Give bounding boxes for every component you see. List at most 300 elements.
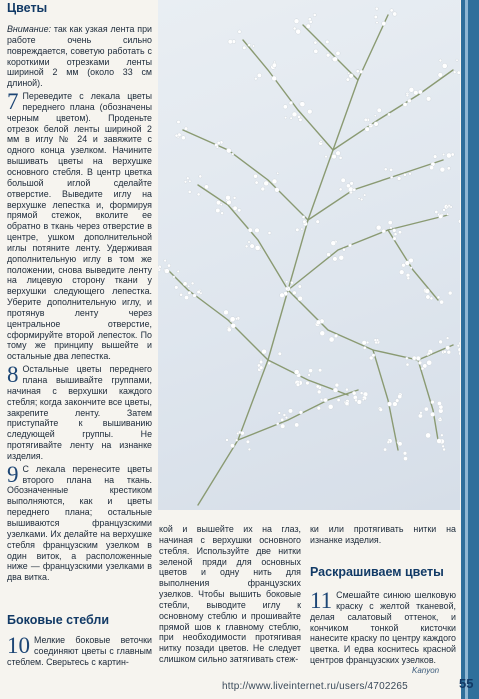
- blossom-dot: [418, 414, 422, 418]
- blossom-dot: [409, 172, 412, 175]
- blossom-dot: [369, 123, 372, 126]
- blossom-dot: [255, 245, 260, 250]
- blossom-dot: [390, 176, 393, 179]
- blossom-dot: [333, 257, 338, 262]
- blossom-dot: [376, 225, 381, 230]
- blossom-dot: [446, 346, 450, 350]
- blossom-dot: [397, 177, 401, 181]
- blossom-dot: [388, 113, 391, 116]
- blossom-dot: [285, 416, 288, 419]
- blossom-dot: [437, 401, 441, 405]
- blossom-dot: [439, 340, 443, 344]
- blossom-dot: [241, 431, 245, 435]
- blossom-dot: [345, 388, 348, 391]
- blossom-dot: [405, 357, 408, 360]
- page-number: 55: [459, 676, 474, 691]
- blossom-dot: [264, 181, 269, 186]
- blossom-dot: [382, 229, 386, 233]
- blossom-dot: [307, 109, 312, 114]
- blossom-dot: [409, 87, 414, 92]
- blossom-dot: [339, 255, 344, 260]
- blossom-dot: [197, 290, 201, 294]
- blossom-dot: [177, 270, 180, 273]
- blossom-dot: [458, 348, 460, 352]
- blossom-dot: [366, 341, 369, 344]
- blossom-dot: [388, 220, 392, 224]
- blossom-dot: [372, 354, 375, 357]
- blossom-dot: [387, 402, 392, 407]
- blossom-dot: [248, 43, 251, 46]
- blossom-dot: [226, 148, 231, 153]
- blossom-dot: [278, 412, 281, 415]
- blossom-dot: [335, 383, 339, 387]
- blossom-dot: [431, 400, 435, 404]
- blossom-dot: [275, 188, 280, 193]
- blossom-dot: [174, 286, 178, 290]
- blossom-dot: [441, 434, 444, 437]
- blossom-dot: [448, 291, 452, 295]
- blossom-dot: [204, 185, 208, 189]
- blossom-dot: [231, 323, 236, 328]
- blossom-dot: [393, 402, 398, 407]
- blossom-dot: [216, 208, 221, 213]
- blossom-dot: [446, 337, 449, 340]
- blossom-dot: [299, 118, 303, 122]
- blossom-dot: [326, 53, 330, 57]
- section-title-stems: Боковые стебли: [7, 613, 110, 627]
- blossom-dot: [442, 445, 445, 448]
- blossom-dot: [457, 71, 460, 75]
- blossom-dot: [299, 410, 303, 414]
- blossom-dot: [412, 356, 416, 360]
- blossom-dot: [257, 73, 262, 78]
- blossom-dot: [362, 398, 364, 400]
- blossom-dot: [199, 175, 202, 178]
- blossom-dot: [268, 231, 271, 234]
- stem-line: [303, 25, 358, 80]
- blossom-dot: [233, 196, 236, 199]
- blossom-dot: [398, 231, 401, 234]
- blossom-dot: [379, 408, 383, 412]
- blossom-dot: [248, 241, 251, 244]
- blossom-dot: [272, 63, 277, 68]
- blossom-dot: [456, 59, 458, 61]
- blossom-dot: [345, 402, 349, 406]
- blossom-dot: [418, 361, 422, 365]
- blossom-dot: [188, 285, 190, 287]
- blossom-dot: [339, 156, 342, 159]
- blossom-dot: [374, 15, 378, 19]
- blossom-dot: [446, 153, 451, 158]
- blossom-dot: [238, 209, 242, 213]
- blossom-dot: [233, 206, 237, 210]
- blossom-dot: [394, 233, 397, 236]
- blossom-dot: [442, 153, 445, 156]
- blossom-dot: [406, 94, 409, 97]
- blossom-dot: [320, 140, 322, 142]
- blossom-dot: [298, 285, 302, 289]
- blossom-dot: [453, 71, 456, 74]
- blossom-dot: [189, 180, 192, 183]
- blossom-dot: [235, 318, 238, 321]
- attention-text: так как узкая лента при работе очень сильно повреждается, советую работать с короткими отрезками ленты шириной 2 мм (около 33 см длиной).: [7, 24, 152, 89]
- blossom-dot: [425, 289, 430, 294]
- blossom-dot: [439, 59, 442, 62]
- blossom-dot: [276, 422, 279, 425]
- blossom-dot: [358, 197, 360, 199]
- blossom-dot: [227, 328, 231, 332]
- blossom-dot: [427, 352, 430, 355]
- blossom-dot: [356, 70, 359, 73]
- blossom-dot: [164, 269, 169, 274]
- blossom-dot: [245, 245, 248, 248]
- blossom-dot: [416, 356, 421, 361]
- section-title-painting: Раскрашиваем цветы: [310, 565, 444, 579]
- stem-line: [183, 130, 308, 220]
- blossom-dot: [254, 77, 257, 80]
- blossom-dot: [398, 442, 402, 446]
- blossom-dot: [252, 45, 255, 48]
- blossom-dot: [348, 244, 351, 247]
- blossom-dot: [221, 212, 224, 215]
- step-7: [7, 91, 152, 362]
- blossom-dot: [447, 167, 450, 170]
- blossom-dot: [248, 228, 252, 232]
- blossom-dot: [337, 398, 340, 401]
- right-column-top: ки или протягивать нитки на изнанке изделия.: [310, 524, 456, 545]
- step-9: [7, 461, 152, 583]
- branch-illustration: [158, 0, 460, 510]
- blossom-dot: [437, 439, 442, 444]
- blossom-dot: [352, 391, 356, 395]
- blossom-dot: [442, 63, 447, 68]
- blossom-dot: [250, 244, 255, 249]
- blossom-dot: [295, 423, 299, 427]
- blossom-dot: [255, 228, 260, 233]
- blossom-dot: [439, 215, 443, 219]
- stem-line: [288, 290, 453, 360]
- blossom-dot: [314, 41, 317, 44]
- blossom-dot: [443, 209, 446, 212]
- blossom-dot: [262, 349, 267, 354]
- step-11-text: Смешайте синюю шелковую краску с желтой тканевой, делая салатовый оттенок, и кончиком тонкой кисточки нанесите краску по центру каждого цветка. И едва коснитесь красной центров французских узелков.: [310, 590, 456, 666]
- blossom-dot: [447, 350, 451, 354]
- blossom-dot: [259, 360, 263, 364]
- stem-line: [243, 40, 333, 150]
- blossom-dot: [255, 181, 258, 184]
- attention-label: Внимание:: [7, 24, 51, 34]
- blossom-dot: [278, 352, 282, 356]
- blossom-dot: [300, 102, 305, 107]
- blossom-dot: [390, 9, 393, 12]
- blossom-dot: [320, 331, 325, 336]
- blossom-dot: [238, 30, 242, 34]
- blossom-dot: [318, 368, 322, 372]
- blossom-dot: [447, 206, 449, 208]
- blossom-dot: [443, 448, 446, 451]
- blossom-dot: [353, 188, 356, 191]
- blossom-dot: [450, 206, 453, 209]
- stem-line: [198, 185, 288, 290]
- blossom-dot: [317, 406, 321, 410]
- blossom-dot: [387, 441, 390, 444]
- blossom-dot: [186, 177, 189, 180]
- blossom-dot: [184, 180, 187, 183]
- blossom-dot: [374, 339, 377, 342]
- blossom-dot: [438, 73, 443, 78]
- blossom-dot: [226, 195, 231, 200]
- step-10-number: 10: [7, 633, 30, 658]
- blossom-dot: [392, 229, 396, 233]
- blossom-dot: [459, 352, 461, 356]
- blossom-dot: [224, 310, 229, 315]
- blossom-dot: [447, 213, 449, 215]
- blossom-dot: [429, 166, 433, 170]
- blossom-dot: [242, 46, 246, 50]
- stem-line: [288, 215, 448, 290]
- brand-mark: Kanyon: [412, 666, 440, 675]
- blossom-dot: [283, 414, 286, 417]
- embroidery-photo: [158, 0, 460, 510]
- blossom-dot: [272, 76, 277, 81]
- blossom-dot: [272, 179, 277, 184]
- blossom-dot: [246, 440, 250, 444]
- stem-line: [308, 160, 443, 220]
- blossom-dot: [167, 264, 170, 267]
- blossom-dot: [288, 409, 293, 414]
- blossom-dot: [285, 287, 288, 290]
- blossom-dot: [320, 398, 323, 401]
- blossom-dot: [327, 253, 331, 257]
- blossom-dot: [359, 70, 363, 74]
- blossom-dot: [333, 388, 338, 393]
- blossom-dot: [220, 203, 222, 205]
- blossom-dot: [333, 57, 338, 62]
- blossom-dot: [289, 101, 293, 105]
- blossom-dot: [430, 412, 435, 417]
- blossom-dot: [302, 216, 305, 219]
- blossom-dot: [331, 241, 336, 246]
- blossom-dot: [341, 178, 346, 183]
- step-10-text: Мелкие боковые веточки соединяют цветы с главным стеблем. Сверьтесь с картин-: [7, 635, 152, 667]
- blossom-dot: [393, 237, 397, 241]
- blossom-dot: [383, 448, 386, 451]
- blossom-dot: [364, 118, 368, 122]
- blossom-dot: [188, 291, 191, 294]
- blossom-dot: [440, 167, 445, 172]
- blossom-dot: [457, 344, 460, 347]
- blossom-dot: [285, 281, 288, 284]
- blossom-dot: [296, 29, 301, 34]
- blossom-dot: [177, 120, 181, 124]
- blossom-dot: [343, 248, 346, 251]
- blossom-dot: [314, 49, 318, 53]
- blossom-dot: [427, 360, 432, 365]
- blossom-dot: [227, 200, 232, 205]
- step-10: [7, 635, 152, 668]
- blossom-dot: [261, 187, 265, 191]
- blossom-dot: [306, 381, 310, 385]
- blossom-dot: [292, 112, 297, 117]
- blossom-dot: [365, 127, 370, 132]
- blossom-dot: [406, 363, 409, 366]
- blossom-dot: [407, 277, 410, 280]
- step-8-text: Остальные цветы переднего плана вышивайте группами, начиная с верхушки каждого стебля; когда закончите все цветы, закрепите ленту. Затем приступайте к вышиванию следующей группы. Не протягивайте ленту на изнанке изделия.: [7, 364, 152, 461]
- middle-column: кой и вышейте их на глаз, начиная с верхушки основного стебля. Используйте две нитки зеленой пряди для основных цветов и одну нить для выполнения французских узелков. Чтобы вышить боковые стебли, выводите иглу к основному стеблю и прошивайте прямой шов к главному стеблю, при необходимости протягивая нитку позади цветов. Не следует слишком сильно затягивать стеж-: [159, 524, 301, 665]
- blossom-dot: [308, 18, 311, 21]
- blossom-dot: [226, 439, 229, 442]
- blossom-dot: [188, 190, 191, 193]
- blossom-dot: [403, 451, 407, 455]
- blossom-dot: [410, 267, 412, 269]
- blossom-dot: [360, 198, 363, 201]
- blossom-dot: [328, 404, 333, 409]
- blossom-dot: [405, 261, 410, 266]
- stem-line: [373, 350, 398, 450]
- blossom-dot: [420, 411, 423, 414]
- blossom-dot: [418, 90, 422, 94]
- blossom-dot: [175, 134, 178, 137]
- blossom-dot: [355, 399, 358, 402]
- stem-line: [418, 360, 438, 440]
- blossom-dot: [458, 219, 460, 223]
- blossom-dot: [362, 340, 367, 345]
- blossom-dot: [325, 155, 328, 158]
- blossom-dot: [389, 168, 392, 171]
- blossom-dot: [309, 369, 313, 373]
- blossom-dot: [421, 367, 424, 370]
- blossom-dot: [277, 172, 279, 174]
- blossom-dot: [217, 141, 220, 144]
- blossom-dot: [191, 282, 194, 285]
- blossom-dot: [193, 294, 197, 298]
- step-7-text: Переведите с лекала цветы переднего плана (обозначены черным цветом). Проденьте отрезок белой ленты шириной 2 мм в иглу № 24 и завяжите с одного конца узелком. Начините вышивать цветы на верхушке основного стебля. В центр цветка большой иглой сделайте отверстие. Выведите иглу на верхушке лепестка и, формируя прямой стежок, вколите ее обратно в ткань через отверстие в центре, ушком дополнительной иглы потяните ленту. Удерживая дополнительную иглу в том же положении, снова выведите ленту на лицевую сторону ткани у верхушки следующего лепестка. Уберите дополнительную иглу, и протянув ленту через центральное отверстие, сформируйте второй лепесток. По тому же принципу вышейте и остальные два лепестка.: [7, 91, 152, 362]
- blossom-dot: [384, 168, 387, 171]
- left-column: [7, 24, 152, 584]
- blossom-dot: [294, 19, 299, 24]
- stem-line: [198, 15, 388, 505]
- stem-line: [388, 230, 438, 300]
- blossom-dot: [284, 116, 287, 119]
- blossom-dot: [216, 146, 219, 149]
- blossom-dot: [346, 78, 350, 82]
- blossom-dot: [181, 136, 185, 140]
- blossom-dot: [336, 151, 341, 156]
- blossom-dot: [363, 194, 366, 197]
- blossom-dot: [253, 174, 257, 178]
- blossom-dot: [316, 220, 320, 224]
- blossom-dot: [235, 439, 238, 442]
- blossom-dot: [308, 374, 311, 377]
- blossom-dot: [424, 407, 428, 411]
- blossom-dot: [433, 155, 437, 159]
- blossom-dot: [248, 448, 251, 451]
- blossom-dot: [374, 122, 379, 127]
- blossom-dot: [363, 346, 366, 349]
- blossom-dot: [316, 320, 321, 325]
- blossom-dot: [382, 21, 386, 25]
- blossom-dot: [303, 220, 307, 224]
- step-9-text: С лекала перенесите цветы второго плана на ткань. Обозначенные крестиком выполняются, как и цветы переднего плана; остальные вышиваются французскими узелками. Их делайте на верхушке стебля французским узелком в один виток, а расположенные ниже — французскими узелками в два витка.: [7, 463, 152, 583]
- blossom-dot: [346, 184, 350, 188]
- stem-line: [333, 70, 453, 150]
- blossom-dot: [184, 127, 188, 131]
- blossom-dot: [426, 433, 431, 438]
- blossom-dot: [313, 13, 316, 16]
- blossom-dot: [414, 90, 419, 95]
- blossom-dot: [437, 296, 440, 299]
- blossom-dot: [316, 385, 319, 388]
- blossom-dot: [230, 317, 235, 322]
- blossom-dot: [439, 417, 442, 420]
- step-11-number: 11: [310, 588, 333, 613]
- stem-line: [238, 390, 358, 440]
- blossom-dot: [329, 337, 334, 342]
- blossom-dot: [290, 117, 293, 120]
- blossom-dot: [259, 366, 263, 370]
- blossom-dot: [180, 293, 183, 296]
- accent-stripe: [465, 0, 468, 699]
- blossom-dot: [332, 154, 337, 159]
- blossom-dot: [336, 51, 340, 55]
- blossom-dot: [317, 390, 321, 394]
- blossom-dot: [280, 424, 285, 429]
- blossom-dot: [360, 392, 363, 395]
- step-11: [310, 590, 456, 666]
- blossom-dot: [451, 153, 454, 156]
- accent-bar: [461, 0, 479, 699]
- blossom-dot: [158, 267, 159, 270]
- blossom-dot: [228, 39, 233, 44]
- blossom-dot: [435, 210, 438, 213]
- blossom-dot: [374, 115, 376, 117]
- blossom-dot: [390, 226, 393, 229]
- blossom-dot: [232, 153, 234, 155]
- blossom-dot: [236, 432, 239, 435]
- blossom-dot: [403, 173, 406, 176]
- blossom-dot: [440, 300, 444, 304]
- blossom-dot: [399, 270, 404, 275]
- blossom-dot: [184, 295, 188, 299]
- blossom-dot: [398, 394, 402, 398]
- blossom-dot: [377, 108, 382, 113]
- blossom-dot: [403, 103, 407, 107]
- blossom-dot: [443, 350, 446, 353]
- blossom-dot: [407, 99, 411, 103]
- blossom-dot: [393, 12, 397, 16]
- blossom-dot: [183, 282, 187, 286]
- blossom-dot: [376, 21, 379, 24]
- step-8: [7, 364, 152, 462]
- blossom-dot: [347, 72, 349, 74]
- step-9-number: 9: [7, 461, 19, 487]
- blossom-dot: [293, 27, 296, 30]
- blossom-dot: [334, 334, 338, 338]
- blossom-dot: [325, 40, 329, 44]
- blossom-dot: [296, 228, 300, 232]
- blossom-dot: [426, 96, 431, 101]
- blossom-dot: [197, 193, 200, 196]
- blossom-dot: [403, 457, 407, 461]
- blossom-dot: [291, 281, 294, 284]
- source-url: http://www.liveinternet.ru/users/4702265: [222, 681, 408, 692]
- blossom-dot: [281, 418, 284, 421]
- blossom-dot: [375, 7, 378, 10]
- attention-paragraph: [7, 24, 152, 89]
- section-title-flowers: Цветы: [7, 1, 48, 15]
- blossom-dot: [301, 228, 303, 230]
- blossom-dot: [173, 276, 175, 278]
